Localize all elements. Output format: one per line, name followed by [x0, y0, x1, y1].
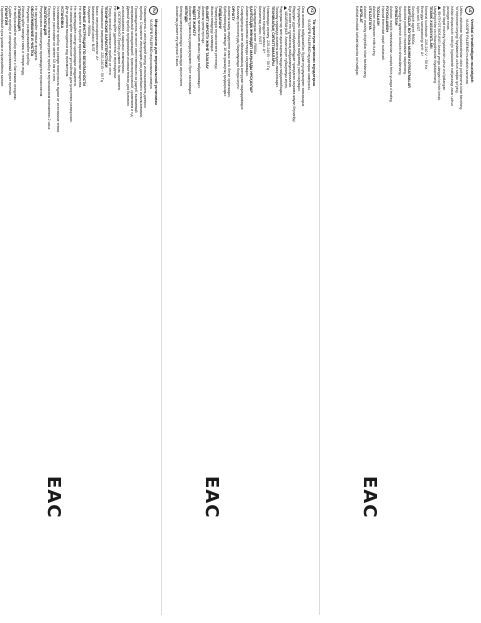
text-line — [192, 6, 196, 616]
text-line — [240, 6, 244, 616]
text-line-content: Asbobni maishiy chiqindilar bilan tashlamang. — [363, 6, 368, 79]
text-line-content: прибора. Сохраните инструкцию для дальнейшего использования. — [138, 6, 143, 118]
text-line-content: Регулярно размораживайте прибор. — [25, 6, 30, 67]
text-line-content: Asbobni muntazam eritib turing. — [372, 6, 377, 57]
text-line-content: Uzaytirgichlar va o'tkazgichlardan foydalanmang. — [432, 6, 437, 84]
text-line — [398, 6, 402, 616]
text-line — [78, 6, 82, 616]
eac-mark: EAC — [359, 476, 380, 519]
text-line-content: Перед чисткой отключите прибор от сети. — [108, 6, 113, 76]
column-title: Тік орнатуға арналған мұздатқыш — [312, 19, 317, 87]
column-subtitle: VL003PB PALERMO мұздатқыш камерасы — [307, 19, 312, 90]
column-body — [0, 6, 147, 616]
manual-column-1 — [0, 0, 159, 623]
text-line-content: Asbobni issiqlik manbalaridan uzoqda tekis yuzaga o'rnating. — [389, 6, 394, 103]
text-line — [244, 6, 248, 616]
text-line-content: Asbobda portlovchi moddalarni saqlamang. — [402, 6, 407, 75]
warning-icon — [284, 6, 287, 10]
text-line-content: Қабырғалардан кемінде 10 см қашықтық қалдырыңыз. — [222, 6, 227, 97]
text-line-content: !ОСТОРОЖНО! Прибор должен быть заземлен. — [116, 11, 121, 91]
language-badge: KZ — [307, 6, 316, 15]
text-line-content: Не используйте механические устройства для ускорения разморозки. — [69, 6, 74, 123]
language-badge: UZ — [465, 6, 474, 15]
text-line-content: ТЕХНИЧЕСКИЕ ХАРАКТЕРИСТИКИ — [103, 6, 108, 68]
text-line-content: ПАЙДАЛАНУ — [218, 6, 223, 29]
text-line — [95, 6, 99, 616]
text-line — [437, 6, 441, 616]
text-line — [359, 6, 363, 616]
eac-mark: EAC — [43, 476, 64, 519]
text-line-content: Производитель не несет ответственности за ущерб, вызванный — [134, 6, 139, 113]
text-line-content: Energiya samaradorligi sinfi: A+ — [419, 6, 424, 57]
text-line-content: FOYDALANISH — [385, 6, 390, 32]
text-line-content: Оставьте расстояние не менее 10 см от стен. — [51, 6, 56, 83]
text-line-content: Не загружайте теплые продукты. — [34, 6, 39, 62]
text-line-content: Өндіруші дұрыс пайдаланбаудан туындаған зақымға жауап бермейді. — [292, 6, 297, 123]
text-line — [279, 6, 283, 616]
text-line-content: неправильной эксплуатацией, транспортировкой, хранением и т.д. — [129, 6, 134, 118]
text-line — [214, 6, 218, 616]
text-line — [253, 6, 257, 616]
text-line — [354, 6, 358, 616]
text-line — [209, 6, 213, 616]
text-line — [34, 6, 38, 616]
text-line-content: ҚЫЗМЕТ КӨРСЕТУ ЖӘНЕ ТАЗАЛАУ — [205, 6, 210, 69]
warning-icon — [117, 6, 120, 10]
text-line — [415, 6, 419, 616]
text-line — [69, 6, 73, 616]
text-line-content: УТИЛИЗАЦИЯ — [17, 6, 22, 31]
text-line — [175, 6, 179, 616]
text-line — [376, 6, 380, 616]
text-line — [205, 6, 209, 616]
text-line — [380, 6, 384, 616]
text-line — [108, 6, 112, 616]
text-line-content: Аспапты тұрмыстық қалдықтармен бірге тастамаңыз. — [188, 6, 193, 96]
text-line-content: XAVFSIZLIK BO'YICHA MUHIM KO'RSATMALAR — [406, 6, 411, 88]
text-line — [134, 6, 138, 616]
text-line-content: ОРНАТУ — [231, 6, 236, 21]
text-line — [227, 6, 231, 616]
text-line-content: Сдайте прибор в специализированный пункт приема. — [8, 6, 13, 96]
manual-sheet — [2, 0, 479, 623]
text-line — [262, 6, 266, 616]
text-line-content: Хладагент: R600a — [86, 6, 91, 37]
text-line-content: Аспапта жарылғыш заттарды сақтамаңыз. — [244, 6, 249, 77]
text-line — [73, 6, 77, 616]
column-title: Vertikal o'rnatiladigan muzlatgich — [470, 19, 475, 83]
text-line-content: Не выбрасывайте прибор вместе с бытовыми отходами. — [12, 6, 17, 101]
text-line — [402, 6, 406, 616]
text-line-content: Номинальное напряжение: 220-240 В ~ 50 Гц — [99, 6, 104, 82]
text-line-content: ТЕХНИКАЛЫҚ СИПАТТАМАЛАРЫ — [270, 6, 275, 66]
text-line — [47, 6, 51, 616]
column-header — [149, 6, 158, 616]
text-line — [411, 6, 415, 616]
text-line — [21, 6, 25, 616]
text-line-content: Климаттық класс: N/ST — [257, 6, 262, 45]
eac-mark: EAC — [201, 476, 222, 519]
column-subtitle: VL003PB PALERMO muzlatish kamerasi — [465, 19, 470, 85]
text-line — [363, 6, 367, 616]
text-line-content: Бұл аспап тек тұрмыстық пайдалануға арналған. — [287, 6, 292, 88]
text-line — [179, 6, 183, 616]
text-line-content: ВАЖНЫЕ ИНСТРУКЦИИ ПО БЕЗОПАСНОСТИ — [82, 6, 87, 86]
text-line — [138, 6, 142, 616]
column-subtitle: VL003PB PALERMO морозильная камера — [149, 19, 154, 89]
text-line-content: КЕПІЛДІК — [183, 6, 188, 23]
text-line — [143, 6, 147, 616]
text-line — [117, 6, 121, 616]
language-badge: RU — [149, 6, 158, 15]
text-line-content: Asbob faqat maishiy foydalanish uchun mo'ljallangan. — [441, 6, 446, 92]
text-line-content: Климатический класс: N/ST — [90, 6, 95, 52]
text-line — [218, 6, 222, 616]
text-line — [428, 6, 432, 616]
column-header — [307, 6, 316, 616]
text-line — [12, 6, 16, 616]
text-line — [459, 6, 463, 616]
text-line-content: TOZALASH — [376, 6, 381, 26]
text-line-content: ГАРАНТИЯ — [4, 6, 8, 26]
column-body — [175, 6, 305, 616]
text-line — [56, 6, 60, 616]
manual-column-2 — [166, 0, 316, 623]
text-line-content: Iqlim sinfi: N/ST — [415, 6, 420, 32]
text-line-content: Nominal kuchlanish: 220-240 V ~ 50 Hz — [424, 6, 429, 70]
text-line-content: Sovutgich agent: R600a — [411, 6, 416, 45]
text-line-content: Класс энергоэффективности: A+ — [95, 6, 100, 61]
text-line-content: Ushbu asbobdan foydalanishdan oldin yo'riqnoma bilan tanishing. — [459, 6, 463, 111]
text-line-content: Нұсқаулықты болашақта пайдалану үшін сақтаңыз. — [296, 6, 301, 92]
text-line — [86, 6, 90, 616]
column-header — [465, 6, 474, 616]
column-title: Морозильник для вертикальной установки — [154, 19, 159, 105]
text-line — [201, 6, 205, 616]
text-line — [0, 6, 4, 616]
text-line-content: Ұзартқыштар мен ауыстырғыштарды пайдаланбаңыз. — [279, 6, 284, 96]
text-line — [91, 6, 95, 616]
text-line — [104, 6, 108, 616]
text-line-content: Аспаптың қызмет ету мерзімі 5 жыл. — [175, 6, 180, 67]
text-line-content: Не повреждайте контур циркуляции хладагента. — [73, 6, 78, 87]
text-line — [301, 6, 305, 616]
text-line-content: Балалар ересектердің бақылауында болуы керек. — [235, 6, 240, 90]
text-line-content: Ishlab chiqaruvchi noto'g'ri foydalanish natijasidagi zarar uchun — [450, 6, 455, 107]
text-line-content: Данный прибор предназначен исключительно для бытового — [125, 6, 130, 107]
text-line-content: Ознакомьтесь с инструкцией перед использованием данного — [143, 6, 147, 108]
column-body — [354, 6, 463, 616]
text-line-content: Перед включением выдержите прибор в вертикальном положении 2 часа. — [47, 6, 52, 131]
text-line — [125, 6, 129, 616]
text-line-content: Регулировка температуры производится термостатом. — [38, 6, 43, 98]
text-line-content: Тазалау алдында аспапты желіден ажыратыңыз. — [274, 6, 279, 88]
text-line-content: Аспапты үнемі ерітіңіз. — [201, 6, 206, 45]
text-line-content: !АБАЙЛАҢЫЗ! Аспап жерге тұйықталуы керек. — [283, 11, 288, 89]
text-line-content: Салқындатқыш агент: R600a — [253, 6, 258, 55]
text-line — [183, 6, 187, 616]
text-line-content: Не используйте удлинители и переходники. — [112, 6, 117, 79]
text-line — [4, 6, 8, 616]
text-line — [249, 6, 253, 616]
text-line-content: KAFOLAT — [359, 6, 364, 23]
text-line — [424, 6, 428, 616]
text-line-content: TEXNIK XUSUSIYATLARI — [428, 6, 433, 49]
text-line-content: Harorat termostat orqali sozlanadi. — [380, 6, 385, 61]
text-line-content: ЭКСПЛУАТАЦИЯ — [43, 6, 48, 36]
text-line — [270, 6, 274, 616]
text-line — [292, 6, 296, 616]
text-line — [30, 6, 34, 616]
text-line-content: Kafolat muddati kafolat talonida ko'rsatilgan. — [354, 6, 359, 77]
text-line — [82, 6, 86, 616]
text-line-content: Устанавливайте прибор на ровную поверхность вдали от источников тепла. — [56, 6, 61, 134]
text-line-content: Температура термостатпен реттеледі. — [214, 6, 219, 70]
text-line-content: КӘДЕГЕ ЖАРАТУ — [192, 6, 197, 36]
text-line-content: O'RNATISH — [393, 6, 398, 26]
text-line — [17, 6, 21, 616]
manual-column-3 — [324, 0, 474, 623]
text-line — [266, 6, 270, 616]
text-line — [394, 6, 398, 616]
text-line — [99, 6, 103, 616]
text-line-content: !EHTIYOT BO'LING! Asbob yerga ulangan bo'lishi kerak. — [437, 11, 442, 102]
text-line-content: Энергия тиімділігі класы: A+ — [261, 6, 266, 54]
text-line-content: Номиналды кернеу: 220-240 В ~ 50 Гц — [266, 6, 271, 70]
text-line-content: Дети должны находиться под присмотром. — [64, 6, 69, 78]
text-line — [367, 6, 371, 616]
text-line-content: Не храните в приборе взрывоопасные вещества. — [77, 6, 82, 89]
text-line-content: javobgar emas. — [445, 6, 450, 31]
text-line-content: UTILIZATSIYA — [367, 6, 372, 30]
text-line — [389, 6, 393, 616]
text-line-content: Yo'riqnomani keyingi foydalanish uchun saqlab qo'ying. — [454, 6, 459, 94]
warning-icon — [438, 6, 441, 10]
text-line-content: Аспапты жылу көздерінен алыс тегіс бетке орнатыңыз. — [227, 6, 232, 98]
text-line — [450, 6, 454, 616]
text-line — [60, 6, 64, 616]
text-line-content: Жылы өнімдерді салмаңыз. — [209, 6, 214, 53]
text-line — [275, 6, 279, 616]
text-line — [407, 6, 411, 616]
text-line — [25, 6, 29, 616]
text-line — [112, 6, 116, 616]
text-line-content: Используйте мягкую ткань и теплую воду. — [21, 6, 26, 76]
text-line — [196, 6, 200, 616]
text-line-content: УСТАНОВКА — [60, 6, 65, 29]
text-line — [130, 6, 134, 616]
text-line-content: Sovutgich aylanish konturini shikastlamang. — [398, 6, 403, 76]
text-line-content: Салқындатқыш агент айналымының контурын зақымдамаңыз. — [240, 6, 245, 111]
text-line — [420, 6, 424, 616]
text-line-content: Осы аспапты пайдаланбас бұрын нұсқаулықпен танысыңыз. — [301, 6, 305, 108]
text-line-content: Кепілдік мерзімі кепілдік талонында көрсетілген. — [179, 6, 184, 87]
text-line — [231, 6, 235, 616]
text-line-content: использования в закрытых помещениях. — [121, 6, 126, 74]
text-line-content: Гарантийный срок указан в гарантийном талоне. — [0, 6, 4, 88]
text-line-content: ҚАУІПСІЗДІК ЖӨНІНДЕГІ МАҢЫЗДЫ НҰСҚАУЛАР — [248, 6, 253, 93]
text-line — [188, 6, 192, 616]
text-line — [283, 6, 287, 616]
text-line-content: ОБСЛУЖИВАНИЕ И ЧИСТКА — [30, 6, 35, 57]
text-line-content: Жұмсақ матаны және жылы суды пайдаланыңыз. — [196, 6, 201, 89]
text-line — [372, 6, 376, 616]
text-line — [441, 6, 445, 616]
text-line — [38, 6, 42, 616]
text-line — [257, 6, 261, 616]
